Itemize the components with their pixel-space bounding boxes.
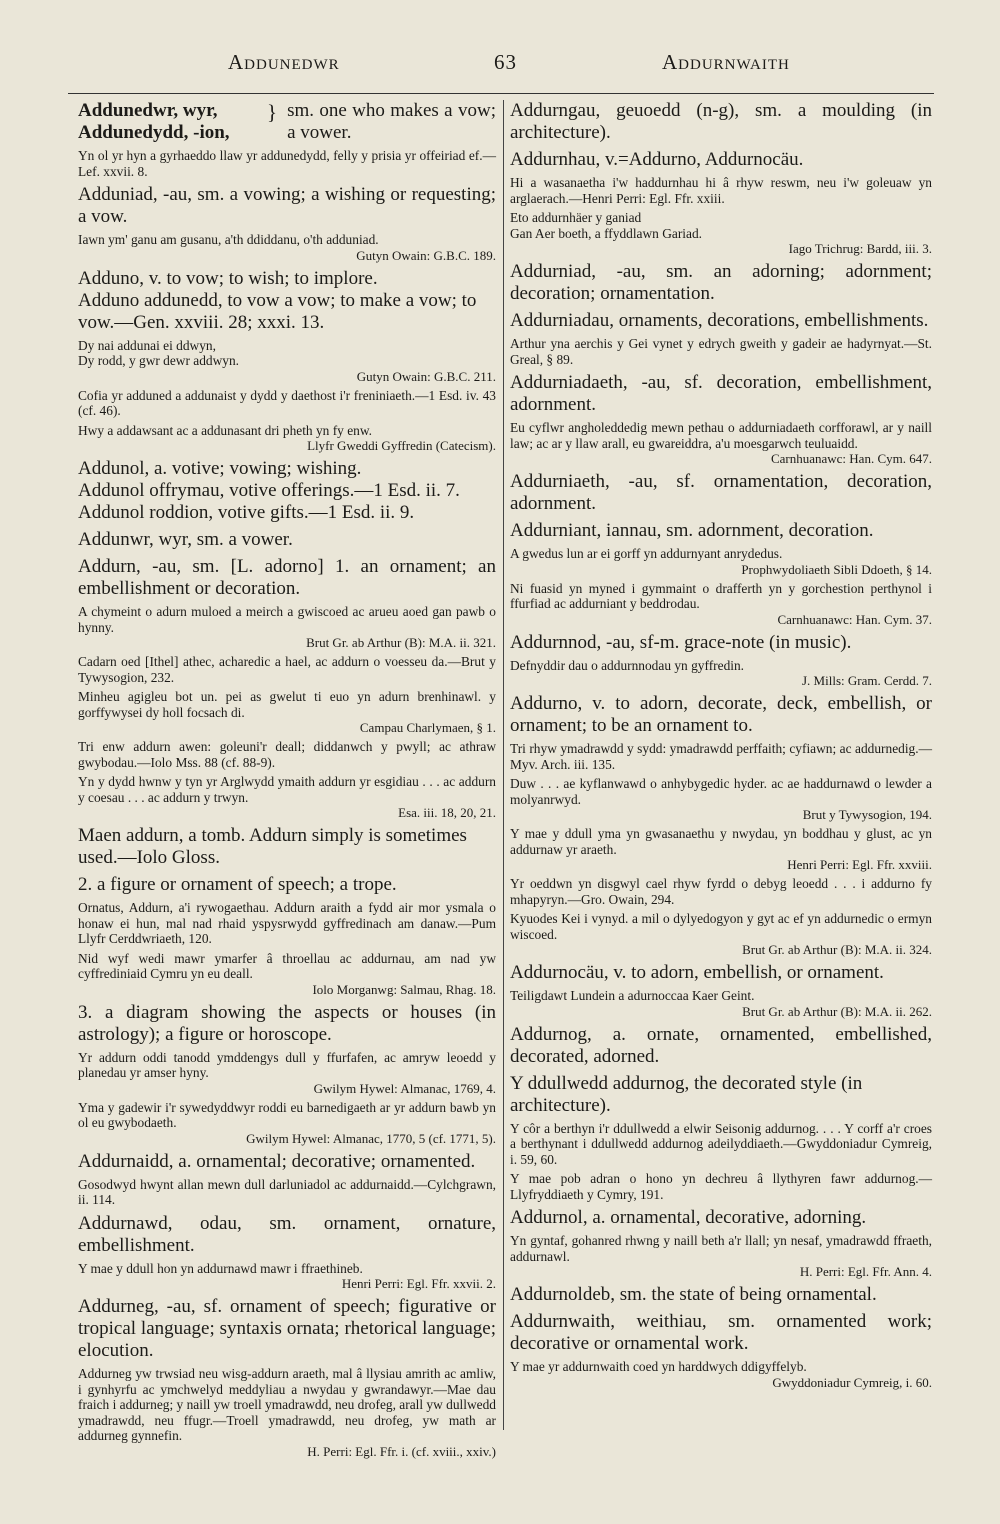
quotation: Cofia yr adduned a addunaist y dydd y daethost i'r freniniaeth.—1 Esd. iv. 43 (cf. 46). (78, 387, 496, 418)
definition: sm. one who makes a vow; a vower. (287, 100, 496, 143)
entry-adduniad: Adduniad, -au, sm. a vowing; a wishing or requesting; a vow. (78, 184, 496, 227)
citation: H. Perri: Egl. Ffr. i. (cf. xviii., xxiv.) (307, 1443, 496, 1459)
subentry: Maen addurn, a tomb. Addurn simply is sometimes used.—Iolo Gloss. (78, 825, 467, 868)
quotation: Iawn ym' ganu am gusanu, a'th ddiddanu, o'th adduniad. (78, 232, 379, 247)
quotation: Ornatus, Addurn, a'i rywogaethau. Addurn araith a fydd air mor ysmala o honaw ei hun, mal nad rhaid yspysrwydd gyffredinach am danaw.—Pum Llyfr Cerddwriaeth, 120. (78, 900, 496, 946)
entry-adduno: Adduno, v. to vow; to wish; to implore. (78, 267, 378, 289)
headword: Addunedwr, wyr, (78, 100, 218, 121)
subentry: Adduno addunedd, to vow a vow; to make a vow; to vow.—Gen. xxviii. 28; xxxi. 13. (78, 289, 477, 333)
sense: 2. a figure or ornament of speech; a trope. (78, 874, 397, 895)
verse-line: Dy nai addunai ei ddwyn, (78, 337, 216, 353)
entry-addurnocau: Addurnocäu, v. to adorn, embellish, or ornament. (510, 962, 884, 983)
subentry: Addurniadau, ornaments, decorations, embellishments. (510, 310, 929, 331)
quotation: Nid wyf wedi mawr ymarfer â throellau ac addurnau, am nad yw cyffrediniaid Cymru yn eu deall. (78, 950, 496, 981)
citation: Gwilym Hywel: Almanac, 1769, 4. (313, 1080, 496, 1096)
entry-addunwr: Addunwr, wyr, sm. a vower. (78, 529, 293, 550)
citation: J. Mills: Gram. Cerdd. 7. (802, 673, 932, 688)
citation: Henri Perri: Egl. Ffr. xxvii. 2. (341, 1276, 496, 1291)
subentry: Addunol roddion, votive gifts.—1 Esd. ii. 9. (78, 502, 415, 523)
entry-addurnol: Addurnol, a. ornamental, decorative, adorning. (510, 1207, 867, 1228)
citation: Brut Gr. ab Arthur (B): M.A. ii. 324. (742, 942, 932, 957)
sense: 3. a diagram showing the aspects or houses (in astrology); a figure or horoscope. (78, 1001, 496, 1045)
entry-addurnawd: Addurnawd, odau, sm. ornament, ornature, embellishment. (78, 1212, 496, 1256)
brace-glyph: } (267, 100, 278, 124)
left-column (78, 100, 496, 1459)
citation: Gutyn Owain: G.B.C. 211. (356, 368, 496, 384)
verse-line: Dy rodd, y gwr dewr addwyn. (78, 353, 240, 368)
quotation: Tri rhyw ymadrawdd y sydd: ymadrawdd perffaith; cyfiawn; ac addurnedig.—Myv. Arch. iii. 135. (510, 741, 932, 772)
citation: Gwilym Hywel: Almanac, 1770, 5 (cf. 1771, 5). (246, 1130, 496, 1146)
citation: Prophwydoliaeth Sibli Ddoeth, § 14. (741, 561, 932, 577)
quotation: Eu cyflwr angholeddedig mewn pethau o addurniadaeth corfforawl, ar y naill law; ac ar y llaw arall, eu gwareiddra, a'u moesgarwch teuluaidd. (510, 420, 932, 451)
citation: Brut Gr. ab Arthur (B): M.A. ii. 262. (742, 1003, 932, 1019)
quotation: Minheu agigleu bot un. pei as gwelut ti euo yn adurn brenhinawl. y gorffywysei dy holl focsach di. (78, 689, 496, 720)
citation: Carnhuanawc: Han. Cym. 647. (770, 451, 932, 466)
entry-addurniaeth: Addurniaeth, -au, sf. ornamentation, decoration, adornment. (510, 471, 932, 514)
entry-addurnwaith: Addurnwaith, weithiau, sm. ornamented work; decorative or ornamental work. (510, 1311, 932, 1354)
entry-addurnog: Addurnog, a. ornate, ornamented, embellished, decorated, adorned. (510, 1023, 932, 1067)
quotation: Teiligdawt Lundein a adurnoccaa Kaer Geint. (510, 988, 755, 1003)
quotation: Yn ol yr hyn a gyrhaeddo llaw yr addunedydd, felly y prisia yr offeiriad ef.—Lef. xxvii. 8. (78, 148, 496, 179)
entry-addurno: Addurno, v. to adorn, decorate, deck, embellish, or ornament; to be an ornament to. (510, 693, 932, 736)
quotation: Y mae yr addurnwaith coed yn harddwych ddigyffelyb. (510, 1359, 807, 1374)
quotation: Hwy a addawsant ac a addunasant dri pheth yn fy enw. (78, 422, 372, 438)
entry-addurnaidd: Addurnaidd, a. ornamental; decorative; ornamented. (78, 1150, 476, 1172)
entry-addunedwr (78, 100, 496, 144)
citation: Campau Charlymaen, § 1. (359, 720, 496, 735)
header-left-guideword: Addunedwr (228, 50, 340, 74)
quotation: Addurneg yw trwsiad neu wisg-addurn araeth, mal â llysiau amrith ac amliw, i gynhyrfu ac ymchwelyd meddyliau a nwydau y gwrandawyr.—Mae dau fraich i addurneg; y naill yw troell ymadrawdd, neu drofeg, arall yw dullwedd ymadrawdd, neu ffugr.—Troell ymadrawdd, neu drofeg, yw math ar addurneg gynnefin. (78, 1366, 496, 1443)
column-divider (503, 100, 504, 1430)
quotation: Kyuodes Kei i vynyd. a mil o dylyedogyon y gyt ac ef yn addurnedic o ermyn wiscoed. (510, 911, 932, 942)
citation: H. Perri: Egl. Ffr. Ann. 4. (799, 1264, 932, 1279)
quotation: Y mae y ddull hon yn addurnawd mawr i ffraethineb. (78, 1260, 363, 1276)
quotation: Gosodwyd hwynt allan mewn dull darluniadol ac addurnaidd.—Cylchgrawn, ii. 114. (78, 1176, 496, 1207)
citation: Brut y Tywysogion, 194. (802, 807, 932, 822)
entry-addurneg: Addurneg, -au, sf. ornament of speech; figurative or tropical language; syntaxis ornata; rhetorical language; elocution. (78, 1296, 496, 1361)
citation: Henri Perri: Egl. Ffr. xxviii. (787, 857, 932, 872)
entry-addurnoldeb: Addurnoldeb, sm. the state of being ornamental. (510, 1284, 877, 1305)
citation: Gwyddoniadur Cymreig, i. 60. (772, 1374, 932, 1390)
quotation: Yr oeddwn yn disgwyl cael rhyw fyrdd o debyg leoedd . . . i addurno fy mhapyryn.—Gro. Owain, 294. (510, 876, 932, 907)
entry-addurnhau: Addurnhau, v.=Addurno, Addurnocäu. (510, 149, 804, 170)
quotation: Y côr a berthyn i'r ddullwedd a elwir Seisonig addurnog. . . . Y corff a'r croes a berthynant i ddullwedd addurnog adeilyddiaeth.—Gwyddoniadur Cymreig, i. 59, 60. (510, 1120, 932, 1167)
headword: Addunedydd, -ion, (78, 122, 230, 143)
quotation: Defnyddir dau o addurnnodau yn gyffredin. (510, 657, 745, 673)
quotation: Y mae pob adran o hono yn dechreu â llythyren fawr addurnog.—Llyfryddiaeth y Cymry, 191. (510, 1171, 932, 1202)
quotation: Tri enw addurn awen: goleuni'r deall; diddanwch y pwyll; ac athraw gwybodau.—Iolo Mss. 88 (cf. 88-9). (78, 739, 496, 770)
quotation: Yn gyntaf, gohanred rhwng y naill beth a'r llall; yn nesaf, ymadrawdd ffraeth, addurnawl. (510, 1233, 932, 1264)
entry-addurniant: Addurniant, iannau, sm. adornment, decoration. (510, 520, 874, 541)
citation: Brut Gr. ab Arthur (B): M.A. ii. 321. (306, 635, 496, 650)
quotation: A chymeint o adurn muloed a meirch a gwiscoed ac arueu aoed gan pawb o hynny. (78, 604, 496, 635)
entry-addurniadaeth: Addurniadaeth, -au, sf. decoration, embellishment, adornment. (510, 372, 932, 415)
citation: Gutyn Owain: G.B.C. 189. (356, 247, 496, 263)
right-column (510, 100, 932, 1390)
page-number: 63 (494, 50, 517, 74)
quotation: Yma y gadewir i'r sywedyddwyr roddi eu barnedigaeth ar yr addurn bawb yn ol eu gwybodaeth. (78, 1099, 496, 1130)
entry-addurniad: Addurniad, -au, sm. an adorning; adornment; decoration; ornamentation. (510, 261, 932, 304)
header-right-guideword: Addurnwaith (662, 50, 790, 74)
entry-addurngau: Addurngau, geuoedd (n-g), sm. a moulding (in architecture). (510, 100, 932, 143)
running-header (0, 50, 1000, 90)
citation: Llyfr Gweddi Gyffredin (Catecism). (307, 438, 496, 453)
quotation: Cadarn oed [Ithel] athec, acharedic a hael, ac addurn o voesseu da.—Brut y Tywysogion, 232. (78, 654, 496, 685)
quotation: Duw . . . ae kyflanwawd o anhybygedic hyder. ac ae haddurnawd o lewder a molyanrwyd. (510, 776, 932, 807)
verse-line: Eto addurnhäer y ganiad (510, 210, 642, 225)
entry-addunol: Addunol, a. votive; vowing; wishing. (78, 458, 362, 479)
entry-addurn: Addurn, -au, sm. [L. adorno] 1. an ornament; an embellishment or decoration. (78, 556, 496, 599)
quotation: Yr addurn oddi tanodd ymddengys dull y ffurfafen, ac amryw leoedd y planedau yr amser hyny. (78, 1049, 496, 1080)
quotation: Ni fuasid yn myned i gymmaint o drafferth yn y gorchestion perthynol i ffurfiad ac addurniant y beddrodau. (510, 580, 932, 611)
quotation: A gwedus lun ar ei gorff yn addurnyant anrydedus. (510, 546, 783, 561)
citation: Iago Trichrug: Bardd, iii. 3. (788, 241, 932, 256)
entry-addurnnod: Addurnnod, -au, sf-m. grace-note (in music). (510, 631, 852, 653)
quotation: Y mae y ddull yma yn gwasanaethu y nwydau, yn boddhau y glust, ac yn addurnaw yr araeth. (510, 826, 932, 857)
subentry: Y ddullwedd addurnog, the decorated style (in architecture). (510, 1072, 863, 1116)
citation: Carnhuanawc: Han. Cym. 37. (777, 611, 932, 627)
quotation: Yn y dydd hwnw y tyn yr Arglwydd ymaith addurn yr esgidiau . . . ac addurn y coesau . . . ac addurn y trwyn. (78, 774, 496, 805)
citation: Esa. iii. 18, 20, 21. (398, 805, 496, 820)
header-rule (68, 93, 934, 94)
quotation: Hi a wasanaetha i'w haddurnhau hi â rhyw reswm, neu i'w goleuaw yn arglaerach.—Henri Perri: Egl. Ffr. xxiii. (510, 175, 932, 206)
citation: Iolo Morganwg: Salmau, Rhag. 18. (312, 981, 496, 997)
subentry: Addunol offrymau, votive offerings.—1 Esd. ii. 7. (78, 480, 460, 501)
verse-line: Gan Aer boeth, a ffyddlawn Gariad. (510, 225, 702, 241)
quotation: Arthur yna aerchis y Gei vynet y edrych gweith y gadeir ae hadyrnyat.—St. Greal, § 89. (510, 336, 932, 367)
